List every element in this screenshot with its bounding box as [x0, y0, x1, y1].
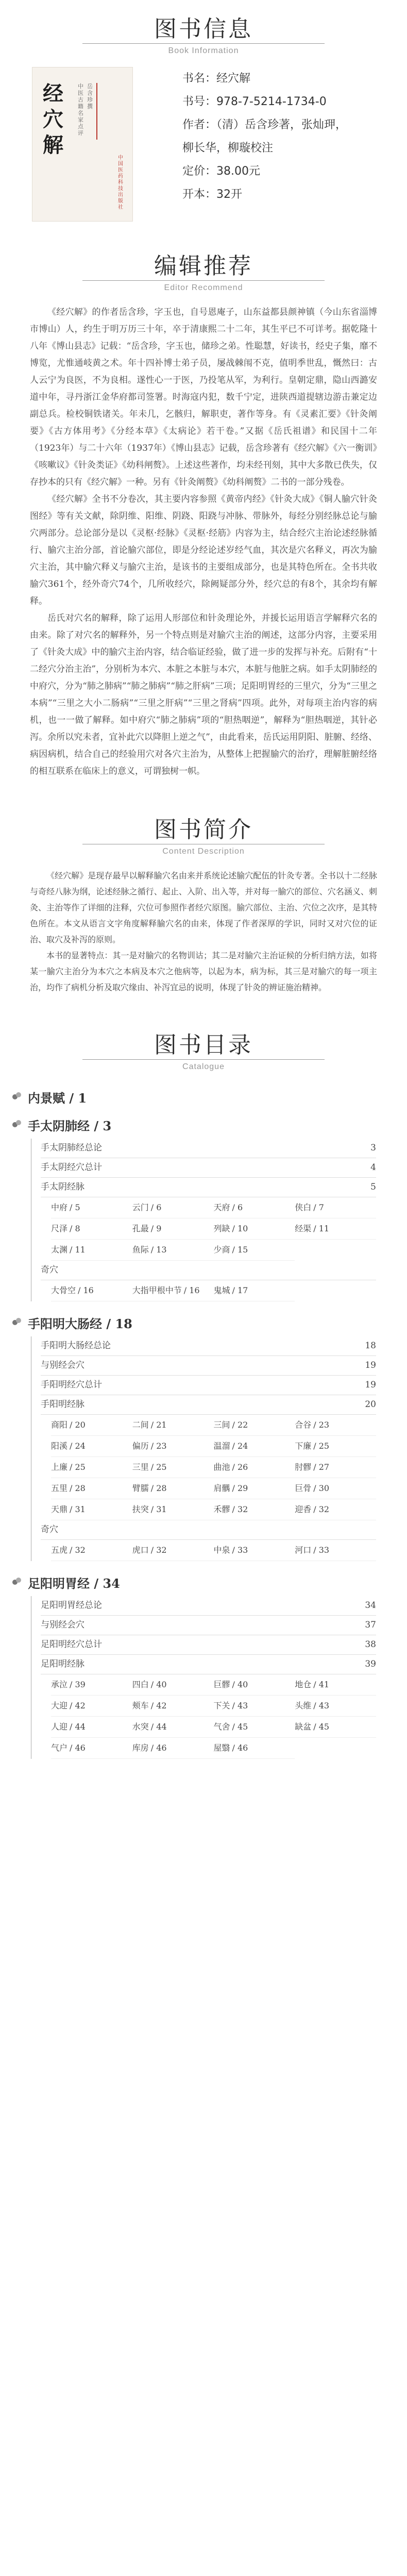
- divider: [82, 43, 325, 44]
- acupoint-item[interactable]: [132, 1478, 214, 1499]
- acupoint-name: 下关: [213, 1701, 230, 1710]
- acupoint-item[interactable]: [214, 1457, 295, 1478]
- section-page: 34: [365, 1600, 376, 1611]
- acupoint-name: 承泣: [51, 1680, 68, 1689]
- section-label: 足阳明胃经总论: [41, 1600, 102, 1611]
- acupoint-item[interactable]: [214, 1674, 295, 1696]
- acupoint-page: / 32: [232, 1504, 248, 1514]
- acupoint-page: / 13: [150, 1245, 167, 1255]
- section-label: 手阳明经穴总计: [41, 1380, 102, 1390]
- toc-section-row[interactable]: [41, 1395, 376, 1415]
- acupoint-name: 头维: [295, 1701, 312, 1710]
- acupoint-item[interactable]: [132, 1415, 214, 1436]
- acupoint-page: / 24: [232, 1441, 248, 1451]
- acupoint-name: 虎口: [132, 1545, 149, 1555]
- acupoint-item[interactable]: [51, 1457, 132, 1478]
- acupoint-item[interactable]: [214, 1240, 295, 1261]
- section-label: 足阳明经穴总计: [41, 1639, 102, 1650]
- acupoint-name: 鬼城: [213, 1285, 230, 1295]
- acupoint-item[interactable]: [132, 1717, 214, 1738]
- extra-acupoint-list: [41, 1280, 376, 1301]
- acupoint-item[interactable]: [51, 1499, 132, 1520]
- section-page: 39: [365, 1659, 376, 1669]
- acupoint-item[interactable]: [295, 1218, 376, 1240]
- cover-title: 经穴解: [43, 81, 63, 157]
- acupoint-item[interactable]: [51, 1696, 132, 1717]
- acupoint-item[interactable]: [132, 1436, 214, 1457]
- toc-section-row[interactable]: [41, 1261, 376, 1280]
- acupoint-page: / 27: [313, 1462, 330, 1472]
- book-info-header: [0, 0, 407, 67]
- acupoint-page: / 31: [70, 1504, 86, 1514]
- chapter-title: [28, 1116, 111, 1134]
- acupoint-page: / 31: [150, 1504, 167, 1514]
- section-label: 奇穴: [41, 1265, 58, 1275]
- acupoint-page: / 32: [150, 1545, 167, 1555]
- info-isbn: 书号：978-7-5214-1734-0: [182, 95, 327, 108]
- acupoint-page: / 25: [313, 1441, 330, 1451]
- chapter-title: [28, 1088, 87, 1106]
- toc-section-row[interactable]: [41, 1520, 376, 1540]
- section-title: 图书信息: [154, 16, 253, 42]
- acupoint-item[interactable]: [214, 1197, 295, 1218]
- info-author-cont: 柳长华，柳璇校注: [182, 142, 274, 155]
- toc-section-row[interactable]: [41, 1596, 376, 1616]
- paragraph: 《经穴解》是现存最早以解释腧穴名由来并系统论述腧穴配伍的针灸专著。全书以十二经脉与奇经八脉为纲，论述经脉之循行、起止、入阶、出入等，并对每一腧穴的部位、穴名涵义、刺灸、主治等作了详细的注释，穴位可参照作者经穴原图。腧穴部位、主治、穴位之次序，是其特色所在。本文从语言文字角度解释腧穴名的由来，体现了作者深厚的学识，同时又对穴位的证治、取穴及补泻的原则。: [30, 871, 377, 944]
- acupoint-name: 合谷: [295, 1420, 312, 1430]
- info-format: 开本：32开: [182, 188, 242, 201]
- toc-chapter[interactable]: [12, 1568, 407, 1596]
- section-label: 手太阴肺经总论: [41, 1143, 102, 1153]
- divider: [82, 1059, 325, 1060]
- acupoint-item[interactable]: [214, 1738, 295, 1759]
- acupoint-name: 少商: [213, 1245, 230, 1255]
- acupoint-name: 天鼎: [51, 1504, 68, 1514]
- acupoint-item[interactable]: [214, 1696, 295, 1717]
- acupoint-list: [41, 1197, 376, 1261]
- acupoint-page: / 20: [70, 1420, 86, 1430]
- acupoint-page: / 23: [150, 1441, 167, 1451]
- info-title: 书名：经穴解: [182, 72, 251, 85]
- toc-section-row[interactable]: [41, 1376, 376, 1395]
- acupoint-item[interactable]: [295, 1415, 376, 1436]
- chapter-name: 内景赋: [28, 1091, 65, 1106]
- acupoint-item[interactable]: [214, 1436, 295, 1457]
- acupoint-item[interactable]: [51, 1415, 132, 1436]
- acupoint-item[interactable]: [214, 1717, 295, 1738]
- section-title: 图书目录: [154, 1032, 253, 1058]
- toc-header: [0, 1016, 407, 1083]
- acupoint-page: / 25: [150, 1462, 167, 1472]
- acupoint-page: / 24: [70, 1441, 86, 1451]
- acupoint-page: / 22: [232, 1420, 248, 1430]
- acupoint-name: 侠白: [295, 1202, 312, 1212]
- acupoint-item[interactable]: [295, 1540, 376, 1561]
- acupoint-item[interactable]: [295, 1478, 376, 1499]
- acupoint-page: / 32: [70, 1545, 86, 1555]
- acupoint-name: 尺泽: [51, 1224, 68, 1233]
- acupoint-name: 太渊: [51, 1245, 68, 1255]
- acupoint-page: / 21: [150, 1420, 167, 1430]
- acupoint-name: 肩髃: [213, 1483, 230, 1493]
- bullet-icon: [12, 1120, 22, 1129]
- acupoint-item[interactable]: [214, 1499, 295, 1520]
- book-cover-image: [32, 67, 133, 222]
- acupoint-name: 鱼际: [132, 1245, 149, 1255]
- chapter-page: / 18: [106, 1316, 132, 1331]
- acupoint-page: / 33: [232, 1545, 248, 1555]
- acupoint-item[interactable]: [295, 1674, 376, 1696]
- acupoint-name: 曲池: [213, 1462, 230, 1472]
- acupoint-page: / 44: [150, 1722, 167, 1732]
- acupoint-name: 屋翳: [213, 1743, 230, 1753]
- acupoint-name: 中府: [51, 1202, 68, 1212]
- section-subtitle: Book Information: [168, 46, 239, 55]
- acupoint-name: 大迎: [51, 1701, 68, 1710]
- acupoint-name: 颊车: [132, 1701, 149, 1710]
- book-info: [0, 67, 407, 237]
- acupoint-item[interactable]: [51, 1436, 132, 1457]
- acupoint-item[interactable]: [51, 1540, 132, 1561]
- chapter-body: [31, 1336, 376, 1561]
- chapter-name: 足阳明胃经: [28, 1576, 90, 1591]
- acupoint-page: / 11: [70, 1245, 86, 1255]
- acupoint-item[interactable]: [51, 1674, 132, 1696]
- acupoint-name: 偏历: [132, 1441, 149, 1451]
- book-info-list: [182, 67, 378, 206]
- acupoint-item[interactable]: [132, 1197, 214, 1218]
- acupoint-page: / 45: [232, 1722, 248, 1732]
- section-title: 图书简介: [154, 817, 253, 843]
- acupoint-item[interactable]: [214, 1478, 295, 1499]
- section-label: 手阳明经脉: [41, 1399, 84, 1410]
- acupoint-page: / 40: [150, 1680, 167, 1689]
- intro-header: [0, 801, 407, 868]
- section-subtitle: Catalogue: [182, 1062, 225, 1071]
- acupoint-page: / 46: [150, 1743, 167, 1753]
- acupoint-page: / 5: [70, 1202, 80, 1212]
- acupoint-item[interactable]: [132, 1696, 214, 1717]
- chapter-body: [31, 1596, 376, 1759]
- acupoint-name: 库房: [132, 1743, 149, 1753]
- acupoint-name: 水突: [132, 1722, 149, 1732]
- section-label: 手太阴经穴总计: [41, 1162, 102, 1173]
- section-page: 19: [365, 1360, 376, 1370]
- divider: [82, 280, 325, 281]
- section-page: 3: [370, 1143, 376, 1153]
- acupoint-name: 地仓: [295, 1680, 312, 1689]
- acupoint-page: / 16: [78, 1285, 94, 1295]
- acupoint-page: / 25: [70, 1462, 86, 1472]
- acupoint-name: 云门: [132, 1202, 149, 1212]
- section-label: 手太阴经脉: [41, 1182, 84, 1192]
- acupoint-page: / 28: [150, 1483, 167, 1493]
- acupoint-item[interactable]: [51, 1280, 132, 1301]
- acupoint-name: 肘髎: [295, 1462, 312, 1472]
- acupoint-name: 阳溪: [51, 1441, 68, 1451]
- acupoint-page: / 10: [232, 1224, 248, 1233]
- acupoint-page: / 6: [150, 1202, 162, 1212]
- acupoint-item[interactable]: [132, 1499, 214, 1520]
- acupoint-page: / 33: [313, 1545, 330, 1555]
- paragraph: 本书的显著特点：其一是对腧穴的名物训诂；其二是对腧穴主治证候的分析归纳方法，如将某一腧穴主治分为本穴之本病及本穴之他病等，以起为本，病为标，其三是对腧穴的每一项主治，均作了病机分析及取穴缘由、补泻宜忌的说明，体现了针灸的辨证施治精神。: [30, 951, 377, 992]
- acupoint-item[interactable]: [214, 1280, 295, 1301]
- section-page: 18: [365, 1341, 376, 1351]
- acupoint-item[interactable]: [214, 1218, 295, 1240]
- acupoint-item[interactable]: [132, 1240, 214, 1261]
- chapter-page: / 3: [94, 1118, 112, 1133]
- section-page: 37: [365, 1620, 376, 1630]
- acupoint-item[interactable]: [295, 1717, 376, 1738]
- acupoint-name: 气户: [51, 1743, 68, 1753]
- acupoint-name: 四白: [132, 1680, 149, 1689]
- acupoint-name: 缺盆: [295, 1722, 312, 1732]
- toc-section-row[interactable]: [41, 1635, 376, 1655]
- recommend-text: [0, 304, 407, 780]
- acupoint-name: 扶突: [132, 1504, 149, 1514]
- acupoint-name: 巨髎: [213, 1680, 230, 1689]
- acupoint-item[interactable]: [132, 1738, 214, 1759]
- chapter-name: 手太阴肺经: [28, 1118, 90, 1133]
- acupoint-page: / 8: [70, 1224, 80, 1233]
- acupoint-page: / 7: [313, 1202, 324, 1212]
- info-author: 作者：（清）岳含珍著，张灿玾，: [182, 118, 347, 131]
- cover-publisher: 中国医药科技出版社: [118, 155, 123, 210]
- acupoint-name: 大指甲根中节: [132, 1285, 182, 1295]
- acupoint-page: / 30: [313, 1483, 330, 1493]
- chapter-title: [28, 1573, 120, 1591]
- paragraph: 《经穴解》全书不分卷次，其主要内容参照《黄帝内经》《针灸大成》《铜人腧穴针灸图经》等有关文献，除阴维、阳维、阴跷、阳跷与冲脉、带脉外，每经分别经脉总论与腧穴两部分。总论部分是以《灵枢·经脉》《灵枢·经筋》内容为主，结合经穴主治论述经脉循行、腧穴主治分部，首论腧穴部位，即是分经论述岁经气血，其次是穴名释义，再次为腧穴主治，其中腧穴释义与腧穴主治，是该书的主要组成部分，也是其特色所在。全书共收腧穴361个，经外奇穴74个，几所收经穴，除阙疑部分外，经穴总的有8个，其余均有解释。: [30, 494, 377, 606]
- acupoint-page: / 6: [232, 1202, 243, 1212]
- acupoint-name: 五里: [51, 1483, 68, 1493]
- acupoint-page: / 46: [232, 1743, 248, 1753]
- acupoint-name: 禾髎: [213, 1504, 230, 1514]
- toc-section-row[interactable]: [41, 1616, 376, 1635]
- acupoint-page: / 15: [232, 1245, 248, 1255]
- acupoint-item[interactable]: [214, 1540, 295, 1561]
- acupoint-name: 商阳: [51, 1420, 68, 1430]
- acupoint-name: 中泉: [213, 1545, 230, 1555]
- acupoint-name: 天府: [213, 1202, 230, 1212]
- acupoint-page: / 43: [232, 1701, 248, 1710]
- acupoint-name: 列缺: [213, 1224, 230, 1233]
- section-label: 手阳明大肠经总论: [41, 1341, 111, 1351]
- acupoint-item[interactable]: [295, 1696, 376, 1717]
- acupoint-name: 气舍: [213, 1722, 230, 1732]
- acupoint-page: / 39: [70, 1680, 86, 1689]
- section-label: 与别经会穴: [41, 1360, 84, 1370]
- cover-author-text: 岳含珍 撰: [87, 83, 93, 110]
- paragraph: 《经穴解》的作者岳含珍，字玉也，自号恩庵子，山东益都县颜神镇（今山东省淄博市博山）人，约生于明万历三十年，卒于清康熙二十二年，其生平已不可详考。据乾隆十八年《博山县志》记载：“岳含珍，字玉也，储珍之弟。性聪慧，好读书，经史子集，靡不博览，尤惟通岐黄之术。年十四补博士弟子员，屡战棘闱不克，值明季世乱，慨然曰：古人云宁为良医，不为良相。遂性心一于医，乃投笔从军，为利行。皇朝定鼎，隐山西潞安道中年，寻丹浙江金华府都司签署。时海寇内犯，数千宁定，进陕西道提辖边游击兼定边副总兵。检校铜铁诸关。年未几，乞骸归，解职吏，著作等身。有《灵素汇要》《针灸阐要》《古方体用考》《分经本草》《太病论》若干卷。”又据《岳氏祖谱》和民国十二年（1923年）与二十六年（1937年）《博山县志》记载，岳含珍著有《经穴解》《六一衡训》《咳嗽议》《针灸类证》《幼科闸赘》。上述这些著作，均未经刊刻，其中大多散已佚失，仅存抄本的只有《经穴解》一种。另有《针灸阐赘》《幼科阐赘》二书的一部分残卷。: [30, 307, 377, 487]
- acupoint-name: 大骨空: [51, 1285, 76, 1295]
- acupoint-page: / 9: [150, 1224, 162, 1233]
- cover-series-text: 中医古籍名家点评: [78, 83, 83, 137]
- spacer: [0, 1561, 407, 1568]
- acupoint-page: / 42: [150, 1701, 167, 1710]
- table-of-contents: [0, 1083, 407, 1766]
- section-subtitle: Editor Recommend: [164, 283, 243, 292]
- acupoint-page: / 11: [313, 1224, 330, 1233]
- section-subtitle: Content Description: [162, 847, 245, 856]
- acupoint-list: [41, 1415, 376, 1520]
- acupoint-name: 上廉: [51, 1462, 68, 1472]
- spacer: [0, 1301, 407, 1309]
- acupoint-item[interactable]: [295, 1197, 376, 1218]
- intro-text: [0, 868, 407, 995]
- acupoint-page: / 16: [183, 1285, 200, 1295]
- acupoint-item[interactable]: [132, 1674, 214, 1696]
- section-title: 编辑推荐: [154, 253, 253, 279]
- acupoint-item[interactable]: [214, 1415, 295, 1436]
- section-page: 19: [365, 1380, 376, 1390]
- acupoint-item[interactable]: [51, 1218, 132, 1240]
- acupoint-page: / 32: [313, 1504, 330, 1514]
- acupoint-item[interactable]: [51, 1240, 132, 1261]
- toc-section-row[interactable]: [41, 1655, 376, 1674]
- toc-chapter[interactable]: [12, 1083, 407, 1111]
- toc-chapter[interactable]: [12, 1111, 407, 1139]
- acupoint-item[interactable]: [132, 1218, 214, 1240]
- acupoint-item[interactable]: [132, 1540, 214, 1561]
- section-page: 38: [365, 1639, 376, 1650]
- acupoint-page: / 29: [232, 1483, 248, 1493]
- section-label: 奇穴: [41, 1524, 58, 1535]
- section-label: 足阳明经脉: [41, 1659, 84, 1669]
- toc-section-row[interactable]: [41, 1178, 376, 1197]
- acupoint-item[interactable]: [132, 1280, 214, 1301]
- acupoint-name: 孔最: [132, 1224, 149, 1233]
- acupoint-item[interactable]: [51, 1738, 132, 1759]
- acupoint-list: [41, 1674, 376, 1759]
- acupoint-item[interactable]: [51, 1197, 132, 1218]
- bullet-icon: [12, 1578, 22, 1587]
- acupoint-page: / 42: [70, 1701, 86, 1710]
- section-label: 与别经会穴: [41, 1620, 84, 1630]
- bullet-icon: [12, 1318, 22, 1327]
- spacer: [0, 1759, 407, 1766]
- acupoint-page: / 17: [232, 1285, 248, 1295]
- acupoint-item[interactable]: [295, 1499, 376, 1520]
- acupoint-name: 臂臑: [132, 1483, 149, 1493]
- section-page: 20: [365, 1399, 376, 1410]
- acupoint-name: 迎香: [295, 1504, 312, 1514]
- acupoint-page: / 40: [232, 1680, 248, 1689]
- acupoint-page: / 26: [232, 1462, 248, 1472]
- chapter-page: / 34: [94, 1576, 120, 1591]
- acupoint-name: 下廉: [295, 1441, 312, 1451]
- acupoint-name: 三里: [132, 1462, 149, 1472]
- acupoint-name: 温溜: [213, 1441, 230, 1451]
- acupoint-name: 五虎: [51, 1545, 68, 1555]
- chapter-page: / 1: [69, 1091, 87, 1106]
- acupoint-page: / 28: [70, 1483, 86, 1493]
- acupoint-name: 人迎: [51, 1722, 68, 1732]
- acupoint-item[interactable]: [132, 1457, 214, 1478]
- extra-acupoint-list: [41, 1540, 376, 1561]
- acupoint-page: / 23: [313, 1420, 330, 1430]
- toc-section-row[interactable]: [41, 1356, 376, 1376]
- acupoint-page: / 43: [313, 1701, 330, 1710]
- toc-section-row[interactable]: [41, 1158, 376, 1178]
- acupoint-page: / 44: [70, 1722, 86, 1732]
- section-page: 4: [370, 1162, 376, 1173]
- toc-chapter[interactable]: [12, 1309, 407, 1336]
- info-price: 定价：38.00元: [182, 165, 260, 178]
- acupoint-item[interactable]: [295, 1457, 376, 1478]
- cover-red-line: [96, 83, 97, 140]
- acupoint-item[interactable]: [51, 1478, 132, 1499]
- acupoint-name: 二间: [132, 1420, 149, 1430]
- acupoint-item[interactable]: [295, 1436, 376, 1457]
- chapter-body: [31, 1139, 376, 1301]
- section-page: 5: [370, 1182, 376, 1192]
- acupoint-page: / 41: [313, 1680, 330, 1689]
- acupoint-page: / 46: [70, 1743, 86, 1753]
- toc-section-row[interactable]: [41, 1139, 376, 1158]
- acupoint-item[interactable]: [51, 1717, 132, 1738]
- bullet-icon: [12, 1092, 22, 1101]
- toc-section-row[interactable]: [41, 1336, 376, 1356]
- acupoint-name: 三间: [213, 1420, 230, 1430]
- chapter-name: 手阳明大肠经: [28, 1316, 102, 1331]
- recommend-header: [0, 237, 407, 304]
- paragraph: 岳氏对穴名的解释，除了运用人形部位和针灸理论外，并援长运用语言学解释穴名的由来。除了对穴名的解释外，另一个特点则是对腧穴主治的阐述，这部分内容，主要采用了《针灸大成》中的腧穴主治内容，结合临证经验，做了进一步的发挥与补充。后附有“十二经穴分治主治”，分别析为本穴、本脏之本脏与本穴，本脏与他脏之病。如手太阴肺经的中府穴，分为“肺之肺病”“肺之肺病”“肺之肝病”三项；足阳明胃经的三里穴，分为“三里之本病”“三里之大小二肠病”“三里之肝病”“三里之肾病”四项。此外，对每项主治内容的病机，也一一做了解释。如中府穴“肺之肺病”项的“胆热咽逆”，解释为“胆热咽逆，其针必泻。余所以究未者，宜补此穴以降胆上逆之气”，由此看来，岳氏运用阴阳、脏腑、经络、病因病机，结合自己的经验用穴对各穴主治为，从整体上把握腧穴的治疗，理解脏腑经络的相互联系在临床上的意义，可谓独树一帜。: [30, 613, 377, 776]
- acupoint-name: 河口: [295, 1545, 312, 1555]
- acupoint-page: / 45: [313, 1722, 330, 1732]
- chapter-title: [28, 1314, 132, 1332]
- acupoint-name: 经渠: [295, 1224, 312, 1233]
- acupoint-name: 巨骨: [295, 1483, 312, 1493]
